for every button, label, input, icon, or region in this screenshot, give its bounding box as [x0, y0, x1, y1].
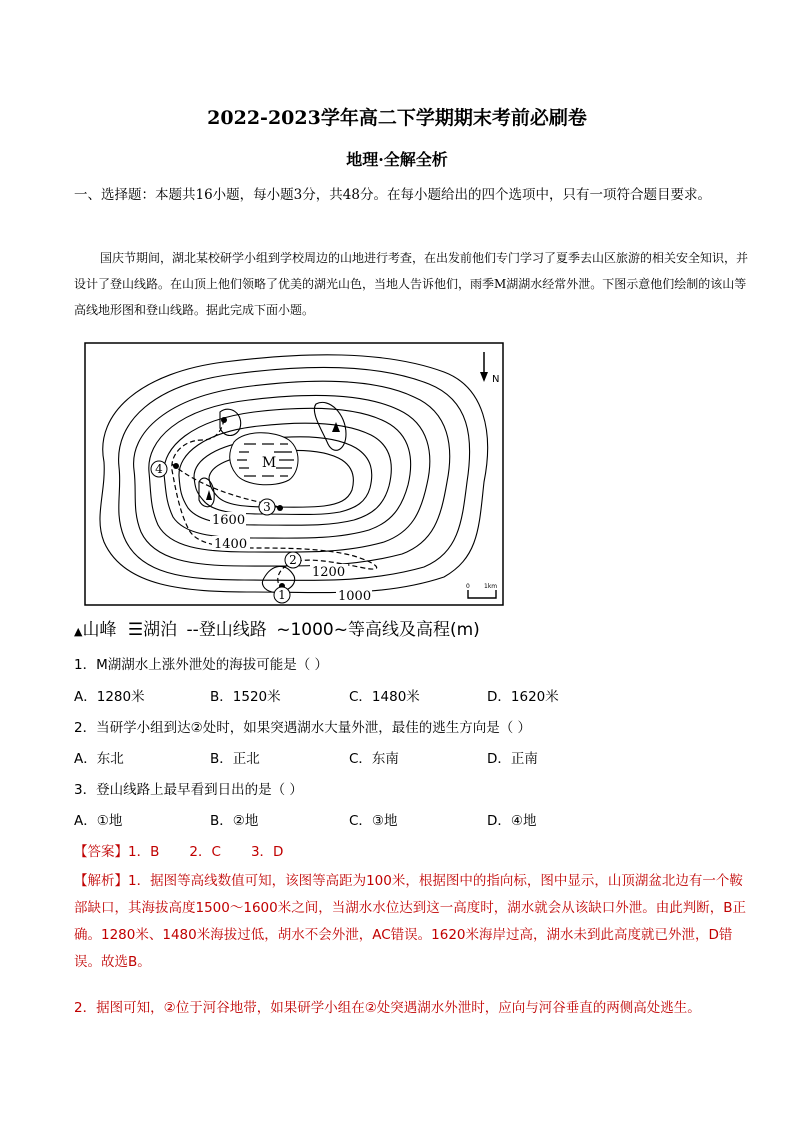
analysis-p1	[74, 868, 754, 976]
point-label-4: 4	[155, 462, 163, 476]
legend-contour-sample: 1000	[290, 620, 334, 640]
q1-option-b: B．1520米	[210, 689, 281, 705]
north-label: N	[492, 374, 500, 385]
q1-option-a: A．1280米	[74, 689, 145, 705]
section-instructions	[74, 183, 750, 207]
route-icon: --	[186, 620, 199, 640]
lake-icon: ☰	[127, 620, 144, 640]
contour-label-1200: 1200	[312, 565, 346, 580]
legend-contour: 等高线及高程(m)	[347, 620, 480, 640]
contour-label-1400: 1400	[214, 537, 248, 552]
legend-peak: 山峰	[82, 620, 117, 640]
document-title: 2022-2023学年高二下学期期末考前必刷卷	[207, 107, 587, 129]
q2-option-c: C．东南	[349, 751, 399, 767]
question-3-stem: 3．登山线路上最早看到日出的是（ ）	[74, 782, 303, 798]
analysis-label: 【解析】	[74, 873, 128, 889]
question-1-stem: 1．M湖湖水上涨外泄处的海拔可能是（ ）	[74, 657, 329, 673]
contour-icon: ~	[276, 620, 291, 640]
answer-label: 【答案】	[74, 844, 128, 860]
question-intro: 国庆节期间，湖北某校研学小组到学校周边的山地进行考查，在出发前他们专门学习了夏季去山区旅游的相关安全知识，并设计了登山线路。在山顶上他们领略了优美的湖光山色，当地人告诉他们，雨季M湖湖水经常外泄。下图示意他们绘制的该山等高线地形图和登山线路。据此完成下面小题。	[74, 251, 749, 317]
peak-icon: ▲	[74, 625, 83, 638]
contour-icon: ~	[333, 620, 348, 640]
q2-option-a: A．东北	[74, 751, 124, 767]
question-2-stem: 2．当研学小组到达②处时，如果突遇湖水大量外泄，最佳的逃生方向是（ ）	[74, 720, 531, 736]
q3-option-d: D．④地	[487, 813, 537, 829]
contour-label-1600: 1600	[212, 513, 246, 528]
legend-lake: 湖泊	[143, 620, 178, 640]
q3-option-a: A．①地	[74, 813, 123, 829]
legend-route: 登山线路	[198, 620, 267, 640]
q1-option-d: D．1620米	[487, 689, 559, 705]
contour-map	[84, 342, 504, 606]
analysis-p2: 2．据图可知，②位于河谷地带，如果研学小组在②处突遇湖水外泄时，应向与河谷垂直的两侧高处逃生。	[74, 1000, 701, 1016]
lake-label: M	[261, 455, 277, 471]
point-label-1: 1	[278, 588, 286, 602]
point-label-3: 3	[263, 500, 271, 514]
q2-option-b: B．正北	[210, 751, 260, 767]
scale-1km: 1km	[484, 583, 498, 590]
contour-label-1000: 1000	[338, 589, 372, 604]
point-label-2: 2	[289, 553, 297, 567]
analysis-text-1: 1．据图等高线数值可知，该图等高距为100米，根据图中的指向标，图中显示，山顶湖盆北边有一个鞍部缺口，其海拔高度1500～1600米之间，当湖水水位达到这一高度时，湖水就会从该缺口外泄。由此判断，B正确。1280米、1480米海拔过低，胡水不会外泄，AC错误。1620米海岸过高，湖水未到此高度就已外泄，D错误。故选B。	[74, 873, 746, 970]
q1-option-c: C．1480米	[349, 689, 420, 705]
answer-line	[74, 840, 283, 860]
q2-option-d: D．正南	[487, 751, 538, 767]
section-text: 一、选择题：本题共16小题，每小题3分，共48分。在每小题给出的四个选项中，只有一项符合题目要求。	[74, 187, 711, 203]
scale-0: 0	[466, 583, 470, 590]
document-subtitle: 地理·全解全析	[346, 150, 448, 169]
answer-text: 1．B 2．C 3．D	[128, 844, 284, 860]
q3-option-c: C．③地	[349, 813, 398, 829]
q3-option-b: B．②地	[210, 813, 259, 829]
map-legend	[74, 615, 480, 640]
